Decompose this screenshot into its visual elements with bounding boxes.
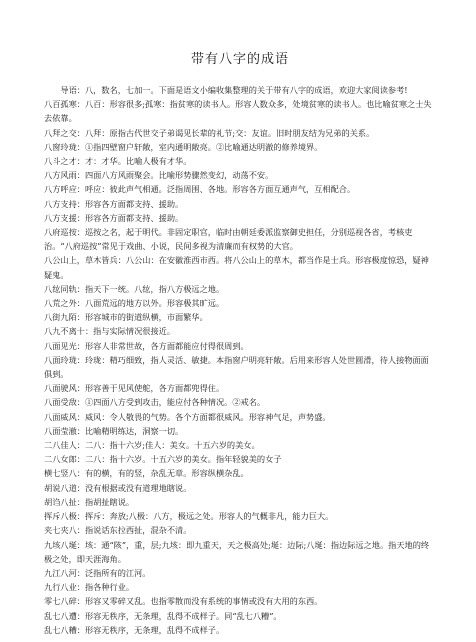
idiom-entry: 八荒之外：八面荒远的地方以外。形容极其旷远。 bbox=[44, 298, 225, 309]
idiom-entry: 横七竖八：有的横，有的竖，杂乱无章。形容纵横杂乱。 bbox=[44, 468, 249, 479]
idiom-entry: 八面玲珑：玲珑：精巧细致，指人灵活、敏捷。本指窗户明亮轩敞。后用来形容人处世圆滑，待人接物面面俱到。 bbox=[44, 354, 429, 380]
idiom-entry: 九垓八埏：垓：通“陔”，重，层;九垓：即九重天，天之极高处;埏：边际;八埏：指边际远之地。指天地的终极之处，即天涯海角。 bbox=[44, 539, 430, 564]
idiom-entry: 乱七八遭：形容无秩序，无条理，乱得不成样子。同“乱七八糟”。 bbox=[44, 610, 282, 621]
idiom-entry: 八面受敌：①四面八方受到攻击，能应付各种情况。②戒名。 bbox=[44, 397, 266, 408]
idiom-entry: 胡诌八扯：指胡扯瞎说。 bbox=[44, 496, 135, 507]
idiom-entry: 八拜之交：八拜：原指古代世交子弟谒见长辈的礼节;交：友谊。旧时朋友结为兄弟的关系。 bbox=[44, 127, 375, 138]
document-body bbox=[44, 83, 436, 637]
document-title: 带有八字的成语 bbox=[190, 52, 289, 67]
idiom-entry: 八面见光：形容人非常世故，各方面都能应付得很周到。 bbox=[44, 340, 249, 351]
idiom-entry: 八九不离十：指与实际情况很接近。 bbox=[44, 326, 176, 337]
idiom-entry: 八公山上，草木皆兵：八公山：在安徽淮西市西。将八公山上的草木，都当作是士兵。形容极度惊恐，疑神疑鬼。 bbox=[44, 255, 429, 280]
idiom-entry: 夹七夹八：指说话东拉西扯，混杂不清。 bbox=[44, 525, 192, 536]
idiom-entry: 八面莹澈：比喻精明练达，洞察一切。 bbox=[44, 425, 184, 436]
idiom-entry: 八百孤寒：八百：形容很多;孤寒：指贫寒的读书人。形容人数众多，处境贫寒的读书人。也比喻贫寒之士失去依靠。 bbox=[44, 99, 432, 124]
idiom-entry: 八面驶风：形容善于见风使舵，各方面都兜得住。 bbox=[44, 383, 225, 394]
idiom-entry: 八斗之才：才：才华。比喻人极有才华。 bbox=[44, 156, 192, 167]
idiom-entry: 乱七八糟：形容无秩序，无条理，乱得不成样子。 bbox=[44, 624, 225, 635]
idiom-entry: 八方支援：形容各方面都支持、援助。 bbox=[44, 212, 184, 223]
idiom-entry: 八府巡按：巡按之名，起于明代。非固定职官，临时由朝廷委派监察御史担任，分别巡视各省，考核吏治。“八府巡按”常见于戏曲、小说，民间多视为清廉而有权势的大官。 bbox=[44, 227, 413, 252]
idiom-entry: 八街九陌：形容城市的街道纵横，市面繁华。 bbox=[44, 312, 208, 323]
idiom-entry: 胡说八道：没有根据或没有道理地瞎说。 bbox=[44, 482, 192, 493]
idiom-entry: 九江八河：泛指所有的江河。 bbox=[44, 567, 151, 578]
idiom-entry: 八窗玲珑：①指四壁窗户轩敞，室内通明敞亮。②比喻通达明澈的修养境界。 bbox=[44, 141, 323, 152]
idiom-entry: 八纮同轨：指天下一统。八纮，指八方极远之地。 bbox=[44, 283, 225, 294]
idiom-entry: 二八女郎：二八：指十六岁。十五六岁的美女。指年轻貌美的女子 bbox=[44, 454, 282, 465]
intro-paragraph: 导语：八，数名，七加一。下面是语文小编收集整理的关于带有八字的成语，欢迎大家阅读参考! bbox=[60, 85, 408, 95]
idiom-entry: 八方支持：形容各方面都支持、援助。 bbox=[44, 198, 184, 209]
idiom-entry: 零七八碎：形容又零碎又乱。也指零散而没有系统的事情或没有大用的东西。 bbox=[44, 596, 323, 607]
idiom-entry: 九行八业：指各种行业。 bbox=[44, 582, 135, 593]
idiom-entry: 二八佳人：二八：指十六岁;佳人：美女。十五六岁的美女。 bbox=[44, 440, 260, 451]
idiom-entry: 挥斥八极：挥斥：奔放;八极：八方，极远之处。形容人的气概非凡，能力巨大。 bbox=[44, 511, 334, 522]
idiom-entry: 八方呼应：呼应：彼此声气相通。泛指周围、各地。形容各方面互通声气，互相配合。 bbox=[44, 184, 356, 195]
idiom-entry: 八方风雨：四面八方风雨聚会。比喻形势骤然变幻，动荡不安。 bbox=[44, 170, 274, 181]
idiom-entry: 八面威风：威风：令人敬畏的气势。各个方面都很威风。形容神气足，声势盛。 bbox=[44, 411, 331, 422]
